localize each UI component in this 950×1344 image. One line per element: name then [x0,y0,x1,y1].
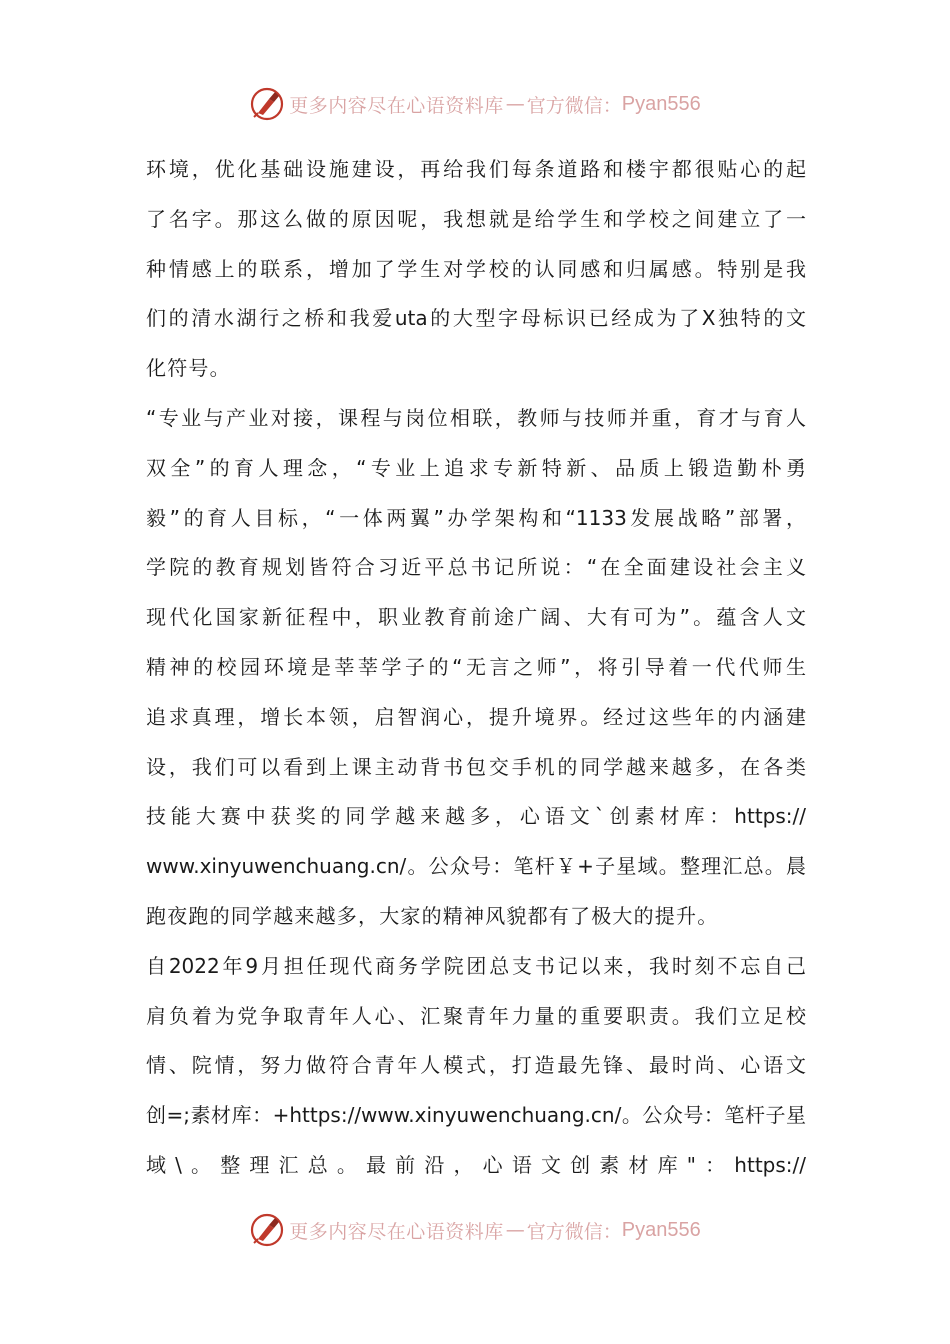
pen-nib-logo-icon [249,1212,285,1248]
body-line: 追求真理，增长本领，启智润心，提升境界。经过这些年的内涵建 [146,704,806,729]
header-banner [0,84,950,124]
body-line: 肩负着为党争取青年人心、汇聚青年力量的重要职责。我们立足校 [146,1003,806,1028]
document-body [146,145,806,1191]
banner-wechat-label: 官方微信： [526,1220,622,1243]
body-line: 情、院情，努力做符合青年人模式，打造最先锋、最时尚、心语文 [146,1053,806,1078]
body-line: 们的清水湖行之桥和我爱uta的大型字母标识已经成为了X独特的文 [146,306,806,331]
pen-nib-logo-icon [249,86,285,122]
body-line: 技能大赛中获奖的同学越来越多，心语文`创素材库：https:// [146,804,806,829]
banner-wechat-label: 官方微信： [526,94,622,117]
body-line: 域\。整理汇总。最前沿，心语文创素材库"：https:// [146,1152,806,1177]
banner-title: 更多内容尽在心语资料库 [289,1220,504,1243]
body-line: 种情感上的联系，增加了学生对学校的认同感和归属感。特别是我 [146,256,806,281]
body-line: 自2022年9月担任现代商务学院团总支书记以来，我时刻不忘自己 [146,953,806,978]
body-line: “专业与产业对接，课程与岗位相联，教师与技师并重，育才与育人 [146,405,806,430]
body-line: 创=;素材库：+https://www.xinyuwenchuang.cn/。公众号：笔杆子星 [146,1103,806,1128]
body-line: 现代化国家新征程中，职业教育前途广阔、大有可为”。蕴含人文 [146,605,806,630]
body-line: 设，我们可以看到上课主动背书包交手机的同学越来越多，在各类 [146,754,806,779]
body-line: www.xinyuwenchuang.cn/。公众号：笔杆￥+子星域。整理汇总。晨 [146,854,806,879]
banner-wechat-id: Pyan556 [621,1218,701,1241]
body-line: 跑夜跑的同学越来越多，大家的精神风貌都有了极大的提升。 [146,903,719,928]
body-line: 精神的校园环境是莘莘学子的“无言之师”，将引导着一代代师生 [146,654,806,679]
body-line: 了名字。那这么做的原因呢，我想就是给学生和学校之间建立了一 [146,206,806,231]
body-line: 学院的教育规划皆符合习近平总书记所说：“在全面建设社会主义 [146,555,806,580]
body-line: 环境，优化基础设施建设，再给我们每条道路和楼宇都很贴心的起 [146,157,806,181]
banner-separator: — [505,1219,525,1241]
body-line: 毅”的育人目标，“一体两翼”办学架构和“1133发展战略”部署， [146,505,806,530]
banner-wechat-id: Pyan556 [621,92,701,115]
footer-banner [0,1210,950,1250]
banner-title: 更多内容尽在心语资料库 [289,94,504,117]
body-line: 双全”的育人理念，“专业上追求专新特新、品质上锻造勤朴勇 [146,455,806,480]
body-line: 化符号。 [146,356,231,381]
banner-separator: — [505,93,525,115]
